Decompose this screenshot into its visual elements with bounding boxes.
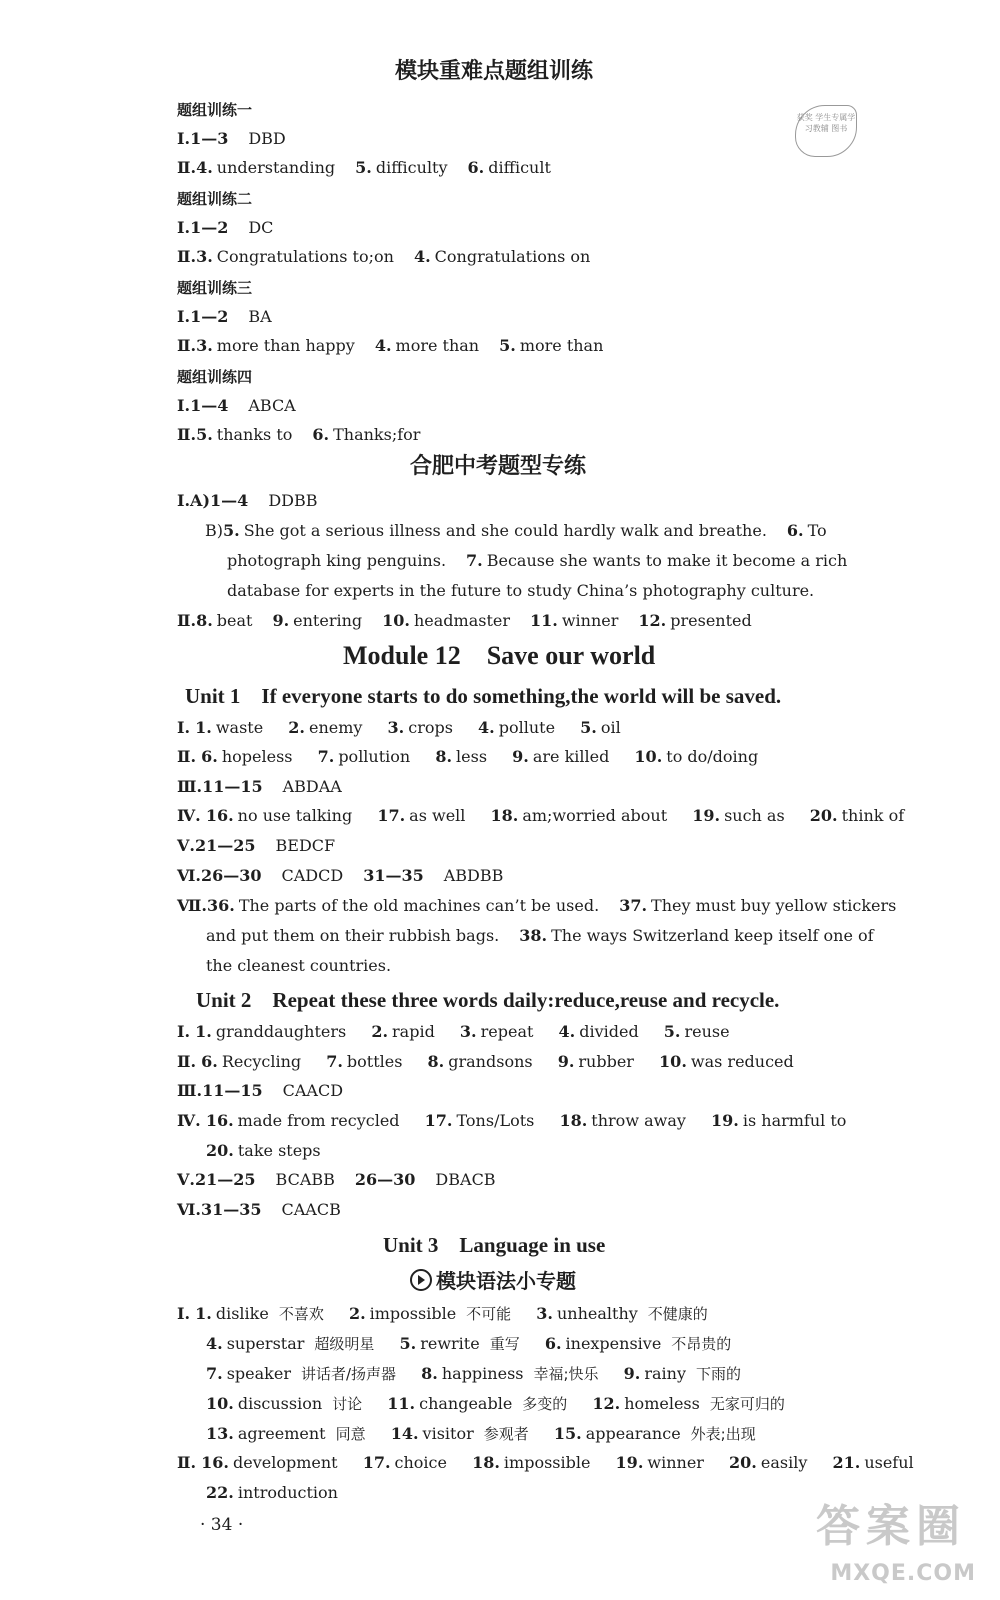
answer-line: Ⅱ. 6. Recycling 7. bottles 8. grandsons 9. rubber 10. was reduced bbox=[177, 1052, 794, 1071]
answer-line: B)5. She got a serious illness and she could hardly walk and breathe. 6. To bbox=[205, 521, 827, 540]
answer-line: Ⅱ.4. understanding 5. difficulty 6. difficult bbox=[177, 158, 551, 177]
answer-line: Ⅰ. 1. granddaughters 2. rapid 3. repeat 4. divided 5. reuse bbox=[177, 1022, 730, 1041]
answer-line: photograph king penguins. 7. Because she wants to make it become a rich bbox=[227, 551, 848, 570]
unit-title: Unit 2 Repeat these three words daily:reduce,reuse and recycle. bbox=[196, 988, 780, 1012]
answer-line: 7. speaker 讲话者/扬声器 8. happiness 幸福;快乐 9. rainy 下雨的 bbox=[206, 1364, 742, 1383]
answer-line: Ⅰ. 1. waste 2. enemy 3. crops 4. pollute 5. oil bbox=[177, 718, 621, 737]
award-stamp: 获奖 学生专属学习教辅 图书 bbox=[795, 105, 857, 157]
answer-line: Ⅰ. 1. dislike 不喜欢 2. impossible 不可能 3. unhealthy 不健康的 bbox=[177, 1304, 708, 1323]
group-label: 题组训练三 bbox=[177, 279, 253, 297]
grammar-title: 模块语法小专题 bbox=[410, 1268, 576, 1294]
answer-line: Ⅳ. 16. no use talking 17. as well 18. am;worried about 19. such as 20. think of bbox=[177, 806, 905, 825]
watermark-url: MXQE.COM bbox=[830, 1561, 976, 1586]
answer-line: Ⅱ.3. more than happy 4. more than 5. more than bbox=[177, 336, 604, 355]
answer-line: Ⅰ.1—2 DC bbox=[177, 218, 274, 237]
answer-line: Ⅲ.11—15 ABDAA bbox=[177, 777, 342, 796]
group-label: 题组训练二 bbox=[177, 190, 253, 208]
answer-line: Ⅱ.5. thanks to 6. Thanks;for bbox=[177, 425, 421, 444]
answer-line: Ⅰ.1—2 BA bbox=[177, 307, 272, 326]
answer-line: Ⅳ. 16. made from recycled 17. Tons/Lots 18. throw away 19. is harmful to bbox=[177, 1111, 847, 1130]
answer-line: 4. superstar 超级明星 5. rewrite 重写 6. inexpensive 不昂贵的 bbox=[206, 1334, 732, 1353]
answer-line: the cleanest countries. bbox=[206, 956, 392, 975]
group-label: 题组训练四 bbox=[177, 368, 253, 386]
answer-line: Ⅲ.11—15 CAACD bbox=[177, 1081, 344, 1100]
section-title-module-review: 模块重难点题组训练 bbox=[395, 59, 594, 84]
answer-line: and put them on their rubbish bags. 38. The ways Switzerland keep itself one of bbox=[206, 926, 874, 945]
answer-line: Ⅴ.21—25 BEDCF bbox=[177, 836, 336, 855]
answer-line: Ⅶ.36. The parts of the old machines can’t be used. 37. They must buy yellow stickers bbox=[177, 896, 897, 915]
answer-line: database for experts in the future to study China’s photography culture. bbox=[227, 581, 815, 600]
answer-line: 22. introduction bbox=[206, 1483, 338, 1502]
module-title: Module 12 Save our world bbox=[343, 641, 656, 670]
answer-line: 20. take steps bbox=[206, 1141, 321, 1160]
watermark-logo: 答案圈 bbox=[816, 1501, 966, 1552]
page-number: · 34 · bbox=[200, 1515, 244, 1535]
answer-line: Ⅱ. 6. hopeless 7. pollution 8. less 9. are killed 10. to do/doing bbox=[177, 747, 759, 766]
group-label: 题组训练一 bbox=[177, 101, 253, 119]
answer-line: 10. discussion 讨论 11. changeable 多变的 12. homeless 无家可归的 bbox=[206, 1394, 785, 1413]
section-title-hefei: 合肥中考题型专练 bbox=[410, 454, 587, 479]
answer-line: 13. agreement 同意 14. visitor 参观者 15. appearance 外表;出现 bbox=[206, 1424, 756, 1443]
unit-title: Unit 3 Language in use bbox=[383, 1233, 606, 1257]
answer-line: Ⅱ. 16. development 17. choice 18. impossible 19. winner 20. easily 21. useful bbox=[177, 1453, 914, 1472]
answer-line: Ⅴ.21—25 BCABB 26—30 DBACB bbox=[177, 1170, 496, 1189]
unit-title: Unit 1 If everyone starts to do something,the world will be saved. bbox=[185, 684, 782, 708]
answer-line: Ⅱ.8. beat 9. entering 10. headmaster 11. winner 12. presented bbox=[177, 611, 752, 630]
answer-line: Ⅵ.31—35 CAACB bbox=[177, 1200, 341, 1219]
answer-line: Ⅰ.A)1—4 DDBB bbox=[177, 491, 318, 510]
answer-line: Ⅵ.26—30 CADCD 31—35 ABDBB bbox=[177, 866, 504, 885]
answer-line: Ⅰ.1—3 DBD bbox=[177, 129, 286, 148]
answer-line: Ⅱ.3. Congratulations to;on 4. Congratulations on bbox=[177, 247, 591, 266]
answer-line: Ⅰ.1—4 ABCA bbox=[177, 396, 296, 415]
play-circle-icon bbox=[410, 1269, 432, 1291]
